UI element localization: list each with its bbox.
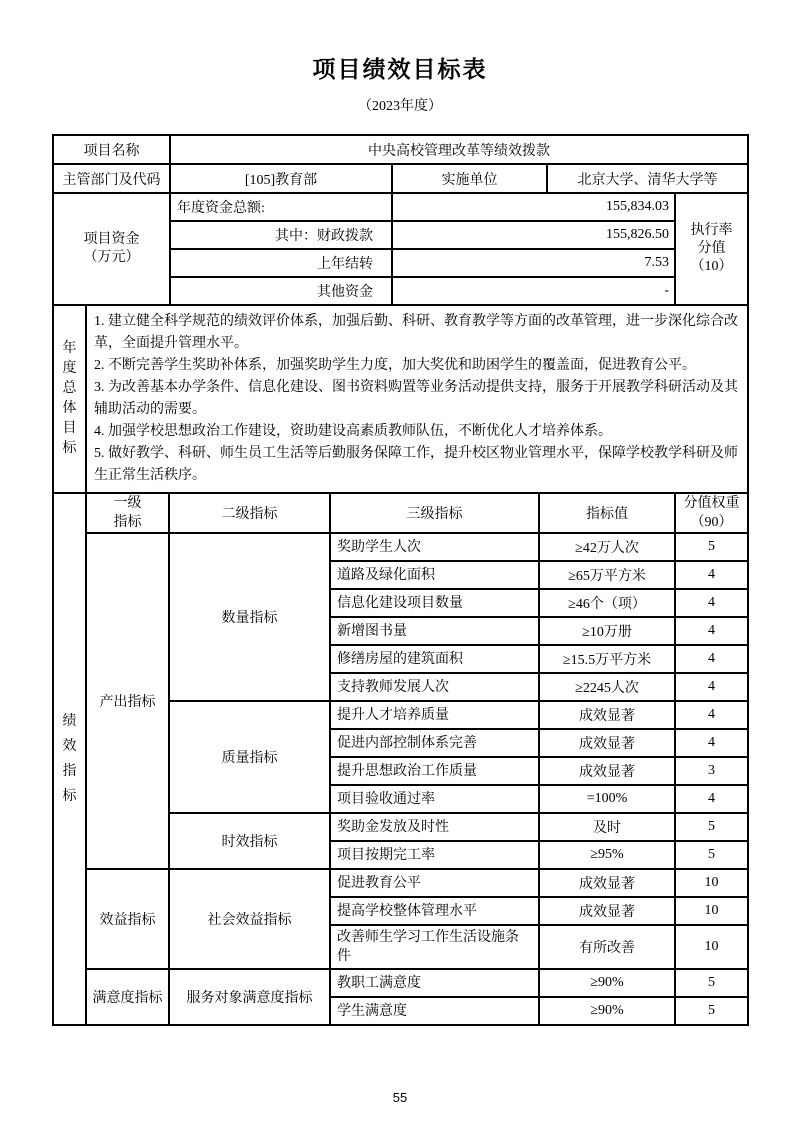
fund-item-value: 155,826.50 (392, 221, 675, 249)
annual-goal-table (52, 304, 749, 494)
indicator-row (53, 869, 748, 897)
impl-unit-label: 实施单位 (392, 164, 547, 193)
indicator-score-cell: 3 (675, 757, 748, 785)
fund-item-value: - (392, 277, 675, 305)
indicators-side-label-cell (53, 493, 86, 1025)
goal-item: 5. 做好教学、科研、师生员工生活等后勤服务保障工作，提升校区物业管理水平，保障学校教学科研及师生正常生活秩序。 (94, 446, 738, 483)
indicator-value-cell: 成效显著 (539, 897, 675, 925)
indicator-value-cell: ≥46个（项） (539, 589, 675, 617)
indicator-name-cell: 道路及绿化面积 (330, 561, 539, 589)
annual-goal-row (53, 305, 748, 493)
indicator-name-cell: 学生满意度 (330, 997, 539, 1025)
doc-subtitle: （2023年度） (358, 99, 442, 114)
indicator-score-cell: 5 (675, 997, 748, 1025)
indicator-score-cell: 10 (675, 925, 748, 969)
level2-group-cell: 时效指标 (169, 813, 330, 869)
level2-group-cell: 服务对象满意度指标 (169, 969, 330, 1025)
project-info-table (52, 134, 749, 306)
funds-label-line1: 项目资金 (83, 232, 140, 247)
indicator-name-cell: 信息化建设项目数量 (330, 589, 539, 617)
exec-rate-line1: 执行率 (690, 223, 733, 238)
funds-label-line2: （万元） (83, 250, 140, 265)
indicator-score-cell: 4 (675, 701, 748, 729)
project-name-label: 项目名称 (53, 135, 170, 164)
indicator-value-cell: ≥42万人次 (539, 533, 675, 561)
header-weight: 分值权重（90） (675, 493, 748, 533)
indicator-score-cell: 5 (675, 813, 748, 841)
indicator-value-cell: 成效显著 (539, 869, 675, 897)
doc-title: 项目绩效目标表 (312, 56, 488, 82)
fund-item-value: 155,834.03 (392, 193, 675, 221)
indicator-value-cell: 成效显著 (539, 757, 675, 785)
header-value: 指标值 (539, 493, 675, 533)
indicator-name-cell: 提升人才培养质量 (330, 701, 539, 729)
dept-label: 主管部门及代码 (53, 164, 170, 193)
level1-group-cell: 满意度指标 (86, 969, 169, 1025)
annual-goal-side-label: 年度总体目标 (62, 341, 77, 456)
indicators-side-label: 绩效指标 (62, 714, 77, 804)
goal-item: 1. 建立健全科学规范的绩效评价体系，加强后勤、科研、教育教学等方面的改革管理，进一步深化综合改革，全面提升管理水平。 (94, 314, 738, 351)
project-name-row (53, 135, 748, 164)
fund-row (53, 193, 748, 221)
indicator-score-cell: 10 (675, 869, 748, 897)
indicators-table (52, 492, 749, 1026)
indicator-name-cell: 项目验收通过率 (330, 785, 539, 813)
project-name-value: 中央高校管理改革等绩效拨款 (170, 135, 748, 164)
indicator-value-cell: 及时 (539, 813, 675, 841)
indicator-score-cell: 10 (675, 897, 748, 925)
indicator-score-cell: 5 (675, 969, 748, 997)
goal-item: 3. 为改善基本办学条件、信息化建设、图书资料购置等业务活动提供支持，服务于开展教学科研活动及其辅助活动的需要。 (94, 380, 738, 417)
indicator-value-cell: 有所改善 (539, 925, 675, 969)
page-number: 55 (392, 1090, 408, 1105)
indicators-header-row (53, 493, 748, 533)
goal-item: 4. 加强学校思想政治工作建设，资助建设高素质教师队伍，不断优化人才培养体系。 (94, 424, 612, 439)
indicator-value-cell: 成效显著 (539, 701, 675, 729)
indicator-value-cell: ≥90% (539, 997, 675, 1025)
indicator-value-cell: ≥2245人次 (539, 673, 675, 701)
indicator-value-cell: ≥90% (539, 969, 675, 997)
fund-item-value: 7.53 (392, 249, 675, 277)
indicator-score-cell: 4 (675, 617, 748, 645)
indicator-value-cell: =100% (539, 785, 675, 813)
funds-label-cell (53, 193, 170, 305)
goal-item: 2. 不断完善学生奖助补体系，加强奖助学生力度，加大奖优和助困学生的覆盖面，促进教育公平。 (94, 358, 696, 373)
indicator-score-cell: 4 (675, 673, 748, 701)
indicator-name-cell: 修缮房屋的建筑面积 (330, 645, 539, 673)
indicator-value-cell: ≥15.5万平方米 (539, 645, 675, 673)
indicator-value-cell: 成效显著 (539, 729, 675, 757)
indicator-name-cell: 支持教师发展人次 (330, 673, 539, 701)
impl-unit-value: 北京大学、清华大学等 (547, 164, 748, 193)
indicator-score-cell: 4 (675, 561, 748, 589)
indicator-score-cell: 4 (675, 645, 748, 673)
level1-group-cell: 产出指标 (86, 533, 169, 869)
indicator-name-cell: 提高学校整体管理水平 (330, 897, 539, 925)
indicator-name-cell: 奖助学生人次 (330, 533, 539, 561)
indicator-value-cell: ≥10万册 (539, 617, 675, 645)
indicator-score-cell: 4 (675, 729, 748, 757)
level2-group-cell: 数量指标 (169, 533, 330, 701)
dept-value: [105]教育部 (170, 164, 392, 193)
indicator-name-cell: 改善师生学习工作生活设施条件 (330, 925, 539, 969)
indicator-name-cell: 促进教育公平 (330, 869, 539, 897)
level2-group-cell: 社会效益指标 (169, 869, 330, 969)
level1-group-cell: 效益指标 (86, 869, 169, 969)
indicator-name-cell: 奖助金发放及时性 (330, 813, 539, 841)
indicator-score-cell: 4 (675, 589, 748, 617)
indicator-name-cell: 项目按期完工率 (330, 841, 539, 869)
indicator-name-cell: 新增图书量 (330, 617, 539, 645)
fund-item-label: 上年结转 (170, 249, 392, 277)
indicator-row (53, 969, 748, 997)
indicator-score-cell: 5 (675, 841, 748, 869)
indicator-value-cell: ≥95% (539, 841, 675, 869)
header-level2: 二级指标 (169, 493, 330, 533)
fund-item-label: 其中：财政拨款 (170, 221, 392, 249)
annual-goal-content (86, 305, 748, 493)
dept-row (53, 164, 748, 193)
indicator-name-cell: 促进内部控制体系完善 (330, 729, 539, 757)
indicator-score-cell: 5 (675, 533, 748, 561)
indicator-name-cell: 教职工满意度 (330, 969, 539, 997)
indicator-row (53, 533, 748, 561)
indicator-name-cell: 提升思想政治工作质量 (330, 757, 539, 785)
indicator-score-cell: 4 (675, 785, 748, 813)
fund-item-label: 其他资金 (170, 277, 392, 305)
exec-rate-line2: 分值 (697, 241, 726, 256)
exec-rate-label-cell (675, 193, 748, 305)
header-level3: 三级指标 (330, 493, 539, 533)
annual-goal-side-label-cell (53, 305, 86, 493)
indicator-value-cell: ≥65万平方米 (539, 561, 675, 589)
fund-item-label: 年度资金总额: (170, 193, 392, 221)
level2-group-cell: 质量指标 (169, 701, 330, 813)
header-level1: 一级指标 (86, 493, 169, 533)
exec-rate-line3: （10） (690, 259, 733, 274)
